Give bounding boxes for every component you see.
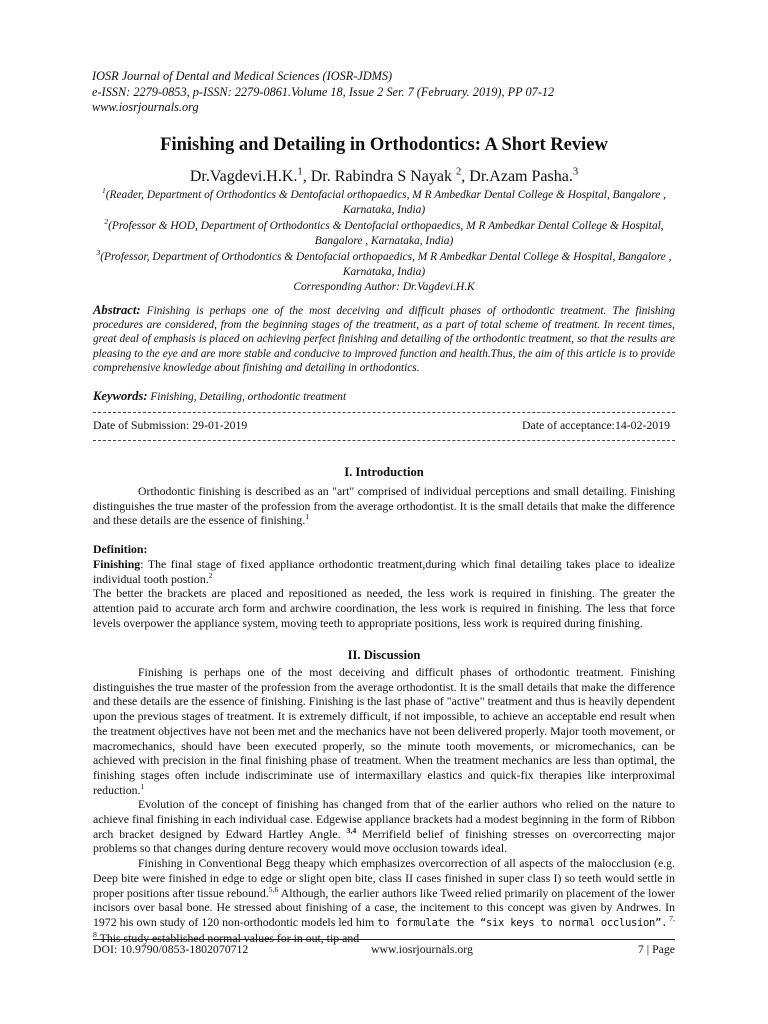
journal-name: IOSR Journal of Dental and Medical Sciences (IOSR-JDMS): [92, 69, 393, 83]
affiliation-2: [93, 219, 675, 250]
affiliation-2-sup: 2: [104, 217, 109, 227]
keywords-text: Finishing, Detailing, orthodontic treatment: [150, 391, 347, 403]
author-3-sup: 3: [572, 166, 579, 178]
abstract-label: Abstract:: [93, 303, 141, 317]
dashed-divider-bottom: [93, 440, 675, 441]
discussion-body: [93, 665, 675, 945]
section-heading-discussion: II. Discussion: [347, 648, 421, 662]
discussion-paragraph-2-text-a: Evolution of the concept of finishing has changed from that of the earlier authors who relied on the nature to achieve final finishing in each individual case. Edgewise appliance brackets had a modest beginning in the form of Ribbon arch bracket designed by Edward Hartley Angle.: [93, 797, 675, 841]
finishing-definition-text: : The final stage of fixed appliance orthodontic treatment,during which final detailing takes place to idealize individual tooth postion.: [93, 556, 675, 586]
discussion-paragraph-1-text: Finishing is perhaps one of the most deceiving and difficult phases of orthodontic treatment. Finishing distinguishes the true master of the profession from the average orthodontist. It is the small details that make the difference and these details are the essence of finishing. Finishing is the last phase of "active" treatment and thus is heavily dependent upon the previous stages of treatment. It is extremely difficult, if not impossible, to achieve an acceptable end result when the treatment objectives have not been met and the mechanics have not been delivered properly. Major tooth movement, or macromechanics, should have been executed properly, so the minute tooth movements, or micromechanics, can be achieved with precision in the final finishing phase of treatment. When the treatment mechanics are less than optimal, the finishing stages often include indiscriminate use of intermaxillary elastics and quick-fix therapies like interproximal reduction.: [93, 665, 675, 797]
discussion-paragraph-3: [93, 856, 675, 945]
keywords-label: Keywords:: [93, 389, 148, 403]
dates-row: [93, 418, 670, 433]
discussion-paragraph-3-sup-1: 5,6: [268, 884, 279, 894]
intro-paragraph-sup: 1: [305, 512, 310, 522]
abstract: [93, 303, 675, 375]
discussion-paragraph-3-text-a: Finishing in Conventional Begg theapy which emphasizes overcorrection of all aspects of the malocclusion (e.g. Deep bite were finished in edge to edge or slight open bite, class II cases finished in super class I) so teeth would settle in proper positions after tissue rebound.: [93, 856, 675, 900]
abstract-text: Finishing is perhaps one of the most deceiving and difficult phases of orthodontic treatment. The finishing procedures are considered, from the beginning stages of the treatment, as a part of total scheme of treatment. In recent times, great deal of emphasis is placed on achieving perfect finishing and detailing of the orthodontic treatment, so that the results are pleasing to the eye and are more stable and conducive to improved function and health.Thus, the aim of this article is to provide comprehensive knowledge about finishing and detailing in orthodontics.: [93, 305, 675, 374]
affiliation-1: [93, 188, 675, 219]
author-2-sup: 2: [456, 166, 462, 178]
submission-date: Date of Submission: 29-01-2019: [93, 418, 248, 432]
intro-paragraph-text: Orthodontic finishing is described as an "art" comprised of individual perceptions and small detailing. Finishing distinguishes the true master of the profession from the average orthodontist. It is the small details that make the difference and these details are the essence of finishing.: [93, 484, 675, 528]
author-2: , Dr. Rabindra S Nayak: [302, 168, 457, 185]
keywords: [93, 389, 346, 404]
discussion-paragraph-2-text-b: Merrifield belief of finishing stresses on overcorrecting major problems so that changes during denture recovery would move occlusion towards ideal.: [93, 826, 675, 856]
brackets-paragraph: The better the brackets are placed and repositioned as needed, the less work is required in finishing. The greater the attention paid to accurate arch form and archwire coordination, the less work is required in finishing. The less that force levels overpower the appliance system, moving teeth to appropriate positions, less work is required during finishing.: [93, 586, 675, 630]
affiliation-1-sup: 1: [101, 186, 106, 196]
corresponding-author: Corresponding Author: Dr.Vagdevi.H.K: [293, 281, 475, 294]
footer-website: www.iosrjournals.org: [371, 942, 473, 956]
definition-label: Definition:: [93, 542, 148, 557]
acceptance-date: Date of acceptance:14-02-2019: [521, 418, 670, 432]
affiliation-3: [93, 247, 675, 281]
discussion-paragraph-3-text-c: This study established normal values for in out, tip and: [96, 930, 360, 945]
affiliation-1-text: (Reader, Department of Orthodontics & Dentofacial orthopaedics, M R Ambedkar Dental College & Hospital, Bangalore , Karnataka, India): [105, 189, 667, 217]
author-1-sup: 1: [297, 166, 303, 178]
finishing-definition: [93, 557, 675, 586]
discussion-paragraph-2-sup: 3,4: [346, 825, 357, 835]
author-3: , Dr.Azam Pasha.: [461, 168, 573, 185]
introduction-body: [93, 484, 675, 630]
section-heading-introduction: I. Introduction: [344, 465, 424, 479]
discussion-paragraph-1-sup: 1: [140, 781, 145, 791]
journal-issn: e-ISSN: 2279-0853, p-ISSN: 2279-0861.Volume 18, Issue 2 Ser. 7 (February. 2019), PP 07-12: [92, 84, 555, 99]
affiliation-2-text: (Professor & HOD, Department of Orthodontics & Dentofacial orthopaedics, M R Ambedkar Dental College & Hospital, Bangalore , Karnataka, India): [108, 219, 664, 248]
discussion-paragraph-3-sup-2: 7, 8: [93, 914, 675, 939]
finishing-term: Finishing: [93, 556, 141, 571]
intro-paragraph: [93, 484, 675, 528]
affiliations: [93, 188, 675, 296]
discussion-paragraph-2: [93, 797, 675, 856]
journal-website: www.iosrjournals.org: [92, 100, 199, 114]
footer-rule: [93, 939, 675, 940]
dashed-divider-top: [93, 412, 675, 413]
author-line: [0, 168, 768, 186]
discussion-paragraph-3-text-b: Although, the earlier authors like Tweed relied primarily on placement of the lower incisors over basal bone. He stressed about finishing of a case, the incitement to this concept was given by Andrwes. In 1972 his own study of 120 non-orthodontic models led him: [93, 885, 675, 929]
author-1: Dr.Vagdevi.H.K.: [189, 168, 298, 185]
footer-page-number: 7 | Page: [637, 942, 675, 956]
paper-title: Finishing and Detailing in Orthodontics: A Short Review: [160, 135, 608, 155]
journal-header: [92, 69, 554, 116]
finishing-definition-sup: 2: [208, 570, 213, 580]
affiliation-3-text: (Professor, Department of Orthodontics & Dentofacial orthopaedics, M R Ambedkar Dental College & Hospital, Bangalore , Karnataka, India): [100, 250, 672, 279]
footer-doi: DOI: 10.9790/0853-1802070712: [93, 942, 249, 956]
six-keys-phrase: to formulate the “six keys to normal occlusion”.: [377, 916, 668, 929]
affiliation-3-sup: 3: [96, 247, 101, 257]
discussion-paragraph-1: [93, 665, 675, 797]
